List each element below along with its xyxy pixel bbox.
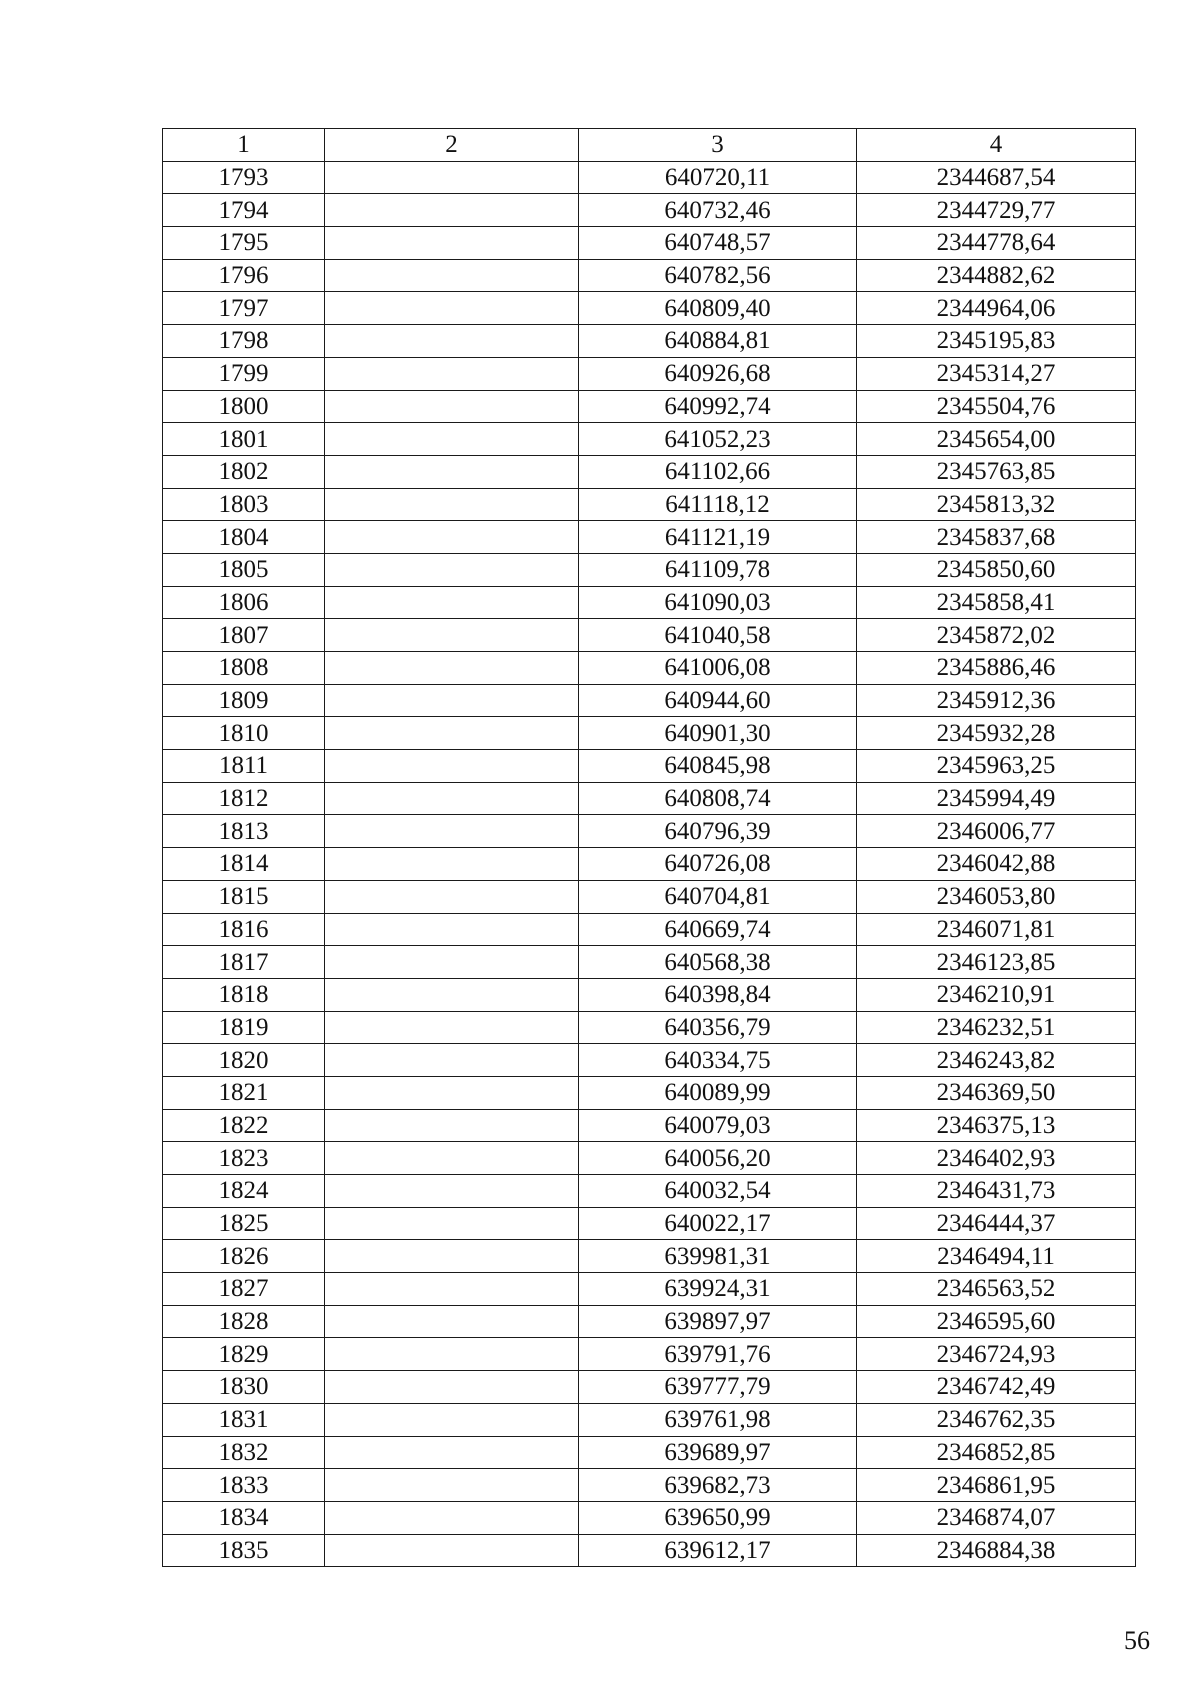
description-cell [325, 357, 579, 390]
x-coordinate-cell: 640726,08 [579, 848, 857, 881]
description-cell [325, 1469, 579, 1502]
description-cell [325, 1044, 579, 1077]
description-cell [325, 1142, 579, 1175]
description-cell [325, 913, 579, 946]
point-number-cell: 1829 [163, 1338, 325, 1371]
point-number-cell: 1823 [163, 1142, 325, 1175]
y-coordinate-cell: 2346874,07 [857, 1501, 1136, 1534]
table-row [163, 1109, 1136, 1142]
table-row [163, 1175, 1136, 1208]
table-row [163, 390, 1136, 423]
y-coordinate-cell: 2345813,32 [857, 488, 1136, 521]
description-cell [325, 1175, 579, 1208]
y-coordinate-cell: 2345872,02 [857, 619, 1136, 652]
y-coordinate-cell: 2346053,80 [857, 880, 1136, 913]
description-cell [325, 292, 579, 325]
point-number-cell: 1828 [163, 1305, 325, 1338]
table-row [163, 1273, 1136, 1306]
description-cell [325, 521, 579, 554]
point-number-cell: 1797 [163, 292, 325, 325]
header-col-4: 4 [857, 129, 1136, 162]
x-coordinate-cell: 640884,81 [579, 325, 857, 358]
y-coordinate-cell: 2345858,41 [857, 586, 1136, 619]
y-coordinate-cell: 2346375,13 [857, 1109, 1136, 1142]
x-coordinate-cell: 640782,56 [579, 259, 857, 292]
point-number-cell: 1820 [163, 1044, 325, 1077]
x-coordinate-cell: 639689,97 [579, 1436, 857, 1469]
y-coordinate-cell: 2346071,81 [857, 913, 1136, 946]
point-number-cell: 1831 [163, 1403, 325, 1436]
table-row [163, 357, 1136, 390]
description-cell [325, 946, 579, 979]
x-coordinate-cell: 639761,98 [579, 1403, 857, 1436]
point-number-cell: 1804 [163, 521, 325, 554]
point-number-cell: 1822 [163, 1109, 325, 1142]
y-coordinate-cell: 2346563,52 [857, 1273, 1136, 1306]
x-coordinate-cell: 640748,57 [579, 227, 857, 260]
x-coordinate-cell: 641006,08 [579, 652, 857, 685]
x-coordinate-cell: 640022,17 [579, 1207, 857, 1240]
description-cell [325, 652, 579, 685]
x-coordinate-cell: 640732,46 [579, 194, 857, 227]
table-row [163, 259, 1136, 292]
header-col-3: 3 [579, 129, 857, 162]
description-cell [325, 1076, 579, 1109]
point-number-cell: 1833 [163, 1469, 325, 1502]
x-coordinate-cell: 641090,03 [579, 586, 857, 619]
x-coordinate-cell: 641102,66 [579, 455, 857, 488]
y-coordinate-cell: 2346402,93 [857, 1142, 1136, 1175]
y-coordinate-cell: 2346444,37 [857, 1207, 1136, 1240]
description-cell [325, 1338, 579, 1371]
coordinates-table [162, 128, 1136, 1567]
x-coordinate-cell: 640334,75 [579, 1044, 857, 1077]
y-coordinate-cell: 2346494,11 [857, 1240, 1136, 1273]
y-coordinate-cell: 2345195,83 [857, 325, 1136, 358]
x-coordinate-cell: 640992,74 [579, 390, 857, 423]
header-col-1: 1 [163, 129, 325, 162]
point-number-cell: 1800 [163, 390, 325, 423]
table-row [163, 586, 1136, 619]
description-cell [325, 455, 579, 488]
y-coordinate-cell: 2345963,25 [857, 750, 1136, 783]
y-coordinate-cell: 2345654,00 [857, 423, 1136, 456]
description-cell [325, 1109, 579, 1142]
point-number-cell: 1795 [163, 227, 325, 260]
description-cell [325, 1371, 579, 1404]
table-row [163, 1240, 1136, 1273]
description-cell [325, 390, 579, 423]
description-cell [325, 423, 579, 456]
point-number-cell: 1817 [163, 946, 325, 979]
x-coordinate-cell: 640089,99 [579, 1076, 857, 1109]
table-row [163, 1469, 1136, 1502]
table-row [163, 717, 1136, 750]
table-row [163, 880, 1136, 913]
point-number-cell: 1794 [163, 194, 325, 227]
y-coordinate-cell: 2344882,62 [857, 259, 1136, 292]
point-number-cell: 1813 [163, 815, 325, 848]
y-coordinate-cell: 2345994,49 [857, 782, 1136, 815]
x-coordinate-cell: 640704,81 [579, 880, 857, 913]
point-number-cell: 1796 [163, 259, 325, 292]
x-coordinate-cell: 639612,17 [579, 1534, 857, 1567]
table-header-row [163, 129, 1136, 162]
y-coordinate-cell: 2345314,27 [857, 357, 1136, 390]
table-row [163, 227, 1136, 260]
point-number-cell: 1827 [163, 1273, 325, 1306]
y-coordinate-cell: 2344729,77 [857, 194, 1136, 227]
y-coordinate-cell: 2346724,93 [857, 1338, 1136, 1371]
point-number-cell: 1793 [163, 161, 325, 194]
y-coordinate-cell: 2345912,36 [857, 684, 1136, 717]
table-row [163, 684, 1136, 717]
table-row [163, 1534, 1136, 1567]
table-row [163, 1338, 1136, 1371]
description-cell [325, 717, 579, 750]
table-row [163, 1305, 1136, 1338]
x-coordinate-cell: 640901,30 [579, 717, 857, 750]
table-row [163, 423, 1136, 456]
point-number-cell: 1818 [163, 978, 325, 1011]
table-row [163, 782, 1136, 815]
point-number-cell: 1814 [163, 848, 325, 881]
table-row [163, 750, 1136, 783]
y-coordinate-cell: 2346762,35 [857, 1403, 1136, 1436]
x-coordinate-cell: 639682,73 [579, 1469, 857, 1502]
table-row [163, 978, 1136, 1011]
y-coordinate-cell: 2346232,51 [857, 1011, 1136, 1044]
x-coordinate-cell: 640056,20 [579, 1142, 857, 1175]
description-cell [325, 259, 579, 292]
table-row [163, 1403, 1136, 1436]
point-number-cell: 1824 [163, 1175, 325, 1208]
x-coordinate-cell: 641052,23 [579, 423, 857, 456]
x-coordinate-cell: 640568,38 [579, 946, 857, 979]
table-row [163, 1436, 1136, 1469]
description-cell [325, 586, 579, 619]
x-coordinate-cell: 640669,74 [579, 913, 857, 946]
y-coordinate-cell: 2345932,28 [857, 717, 1136, 750]
table-row [163, 1142, 1136, 1175]
y-coordinate-cell: 2345504,76 [857, 390, 1136, 423]
description-cell [325, 880, 579, 913]
x-coordinate-cell: 641118,12 [579, 488, 857, 521]
table-row [163, 1207, 1136, 1240]
description-cell [325, 1436, 579, 1469]
x-coordinate-cell: 639777,79 [579, 1371, 857, 1404]
y-coordinate-cell: 2346369,50 [857, 1076, 1136, 1109]
table-row [163, 913, 1136, 946]
description-cell [325, 227, 579, 260]
point-number-cell: 1805 [163, 553, 325, 586]
y-coordinate-cell: 2346742,49 [857, 1371, 1136, 1404]
table-body [163, 161, 1136, 1567]
table-row [163, 946, 1136, 979]
description-cell [325, 750, 579, 783]
x-coordinate-cell: 639650,99 [579, 1501, 857, 1534]
description-cell [325, 488, 579, 521]
description-cell [325, 619, 579, 652]
description-cell [325, 1207, 579, 1240]
point-number-cell: 1835 [163, 1534, 325, 1567]
point-number-cell: 1807 [163, 619, 325, 652]
point-number-cell: 1808 [163, 652, 325, 685]
table-row [163, 1501, 1136, 1534]
table-row [163, 619, 1136, 652]
y-coordinate-cell: 2344964,06 [857, 292, 1136, 325]
point-number-cell: 1803 [163, 488, 325, 521]
x-coordinate-cell: 640398,84 [579, 978, 857, 1011]
point-number-cell: 1810 [163, 717, 325, 750]
y-coordinate-cell: 2346852,85 [857, 1436, 1136, 1469]
y-coordinate-cell: 2344778,64 [857, 227, 1136, 260]
x-coordinate-cell: 641109,78 [579, 553, 857, 586]
point-number-cell: 1826 [163, 1240, 325, 1273]
x-coordinate-cell: 640808,74 [579, 782, 857, 815]
point-number-cell: 1801 [163, 423, 325, 456]
description-cell [325, 1501, 579, 1534]
description-cell [325, 815, 579, 848]
description-cell [325, 325, 579, 358]
y-coordinate-cell: 2346861,95 [857, 1469, 1136, 1502]
x-coordinate-cell: 640079,03 [579, 1109, 857, 1142]
point-number-cell: 1834 [163, 1501, 325, 1534]
point-number-cell: 1816 [163, 913, 325, 946]
x-coordinate-cell: 639897,97 [579, 1305, 857, 1338]
y-coordinate-cell: 2346431,73 [857, 1175, 1136, 1208]
table-row [163, 161, 1136, 194]
point-number-cell: 1811 [163, 750, 325, 783]
point-number-cell: 1809 [163, 684, 325, 717]
table-row [163, 815, 1136, 848]
table-row [163, 325, 1136, 358]
table-row [163, 1076, 1136, 1109]
x-coordinate-cell: 640809,40 [579, 292, 857, 325]
description-cell [325, 1305, 579, 1338]
x-coordinate-cell: 641040,58 [579, 619, 857, 652]
table-row [163, 1371, 1136, 1404]
x-coordinate-cell: 640720,11 [579, 161, 857, 194]
point-number-cell: 1812 [163, 782, 325, 815]
page-number: 56 [1124, 1626, 1150, 1655]
y-coordinate-cell: 2346884,38 [857, 1534, 1136, 1567]
x-coordinate-cell: 640796,39 [579, 815, 857, 848]
description-cell [325, 1011, 579, 1044]
x-coordinate-cell: 640356,79 [579, 1011, 857, 1044]
table-row [163, 488, 1136, 521]
y-coordinate-cell: 2346042,88 [857, 848, 1136, 881]
header-col-2: 2 [325, 129, 579, 162]
x-coordinate-cell: 639981,31 [579, 1240, 857, 1273]
description-cell [325, 161, 579, 194]
y-coordinate-cell: 2346243,82 [857, 1044, 1136, 1077]
description-cell [325, 1240, 579, 1273]
y-coordinate-cell: 2346210,91 [857, 978, 1136, 1011]
y-coordinate-cell: 2346006,77 [857, 815, 1136, 848]
table-row [163, 292, 1136, 325]
x-coordinate-cell: 640944,60 [579, 684, 857, 717]
point-number-cell: 1802 [163, 455, 325, 488]
y-coordinate-cell: 2344687,54 [857, 161, 1136, 194]
description-cell [325, 1403, 579, 1436]
table-row [163, 848, 1136, 881]
description-cell [325, 1534, 579, 1567]
point-number-cell: 1815 [163, 880, 325, 913]
description-cell [325, 194, 579, 227]
table-row [163, 455, 1136, 488]
description-cell [325, 848, 579, 881]
x-coordinate-cell: 640845,98 [579, 750, 857, 783]
point-number-cell: 1821 [163, 1076, 325, 1109]
description-cell [325, 782, 579, 815]
table-row [163, 1011, 1136, 1044]
y-coordinate-cell: 2345837,68 [857, 521, 1136, 554]
y-coordinate-cell: 2345850,60 [857, 553, 1136, 586]
point-number-cell: 1832 [163, 1436, 325, 1469]
x-coordinate-cell: 641121,19 [579, 521, 857, 554]
x-coordinate-cell: 640032,54 [579, 1175, 857, 1208]
table-row [163, 1044, 1136, 1077]
table-row [163, 194, 1136, 227]
y-coordinate-cell: 2346123,85 [857, 946, 1136, 979]
y-coordinate-cell: 2345763,85 [857, 455, 1136, 488]
point-number-cell: 1830 [163, 1371, 325, 1404]
x-coordinate-cell: 640926,68 [579, 357, 857, 390]
table-row [163, 652, 1136, 685]
table-row [163, 553, 1136, 586]
description-cell [325, 1273, 579, 1306]
x-coordinate-cell: 639791,76 [579, 1338, 857, 1371]
table-row [163, 521, 1136, 554]
point-number-cell: 1825 [163, 1207, 325, 1240]
point-number-cell: 1799 [163, 357, 325, 390]
point-number-cell: 1806 [163, 586, 325, 619]
description-cell [325, 553, 579, 586]
point-number-cell: 1798 [163, 325, 325, 358]
description-cell [325, 978, 579, 1011]
y-coordinate-cell: 2345886,46 [857, 652, 1136, 685]
description-cell [325, 684, 579, 717]
x-coordinate-cell: 639924,31 [579, 1273, 857, 1306]
y-coordinate-cell: 2346595,60 [857, 1305, 1136, 1338]
point-number-cell: 1819 [163, 1011, 325, 1044]
